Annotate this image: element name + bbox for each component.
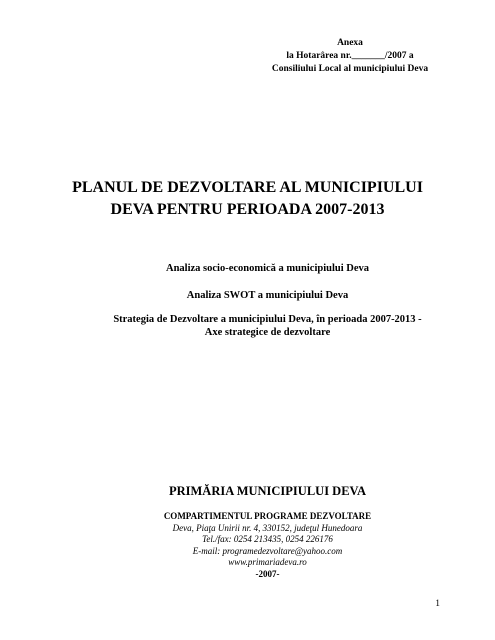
organization-name-text: PRIMĂRIA MUNICIPIULUI DEVA: [168, 484, 366, 498]
annex-council: Consiliului Local al municipiului Deva: [271, 64, 429, 74]
section-socio-economic-label: Analiza socio-economică a municipiului Deva: [166, 263, 369, 274]
document-title: [40, 177, 455, 221]
contact-email: E-mail: programedezvoltare@yahoo.com: [192, 545, 343, 556]
contact-phone: Tel./fax: 0254 213435, 0254 226176: [202, 534, 333, 545]
page-number: 1: [435, 599, 440, 609]
document-year: -2007-: [255, 568, 280, 579]
annex-label: Anexa: [337, 38, 363, 48]
section-swot-analysis: [95, 289, 440, 302]
annex-header: [250, 37, 450, 76]
department-name: COMPARTIMENTUL PROGRAME DEZVOLTARE: [163, 511, 372, 521]
section-socio-economic-analysis: [95, 262, 440, 275]
contact-address: Deva, Piaţa Unirii nr. 4, 330152, judeţul Hunedoara: [172, 522, 363, 533]
section-swot-label: Analiza SWOT a municipiului Deva: [186, 290, 349, 301]
document-title-line-1: PLANUL DE DEZVOLTARE AL MUNICIPIULUI: [72, 179, 423, 196]
section-strategy-line-2: Axe strategice de dezvoltare: [204, 327, 331, 338]
contact-website: www.primariadeva.ro: [228, 557, 307, 568]
organization-name: [60, 483, 475, 499]
section-development-strategy: [95, 313, 440, 339]
contact-block: [60, 511, 475, 581]
document-title-line-2: DEVA PENTRU PERIOADA 2007-2013: [110, 201, 385, 218]
section-strategy-line-1: Strategia de Dezvoltare a municipiului Deva, în perioada 2007-2013 -: [113, 314, 422, 325]
annex-decision-ref: la Hotarârea nr._______/2007 a: [286, 51, 414, 61]
